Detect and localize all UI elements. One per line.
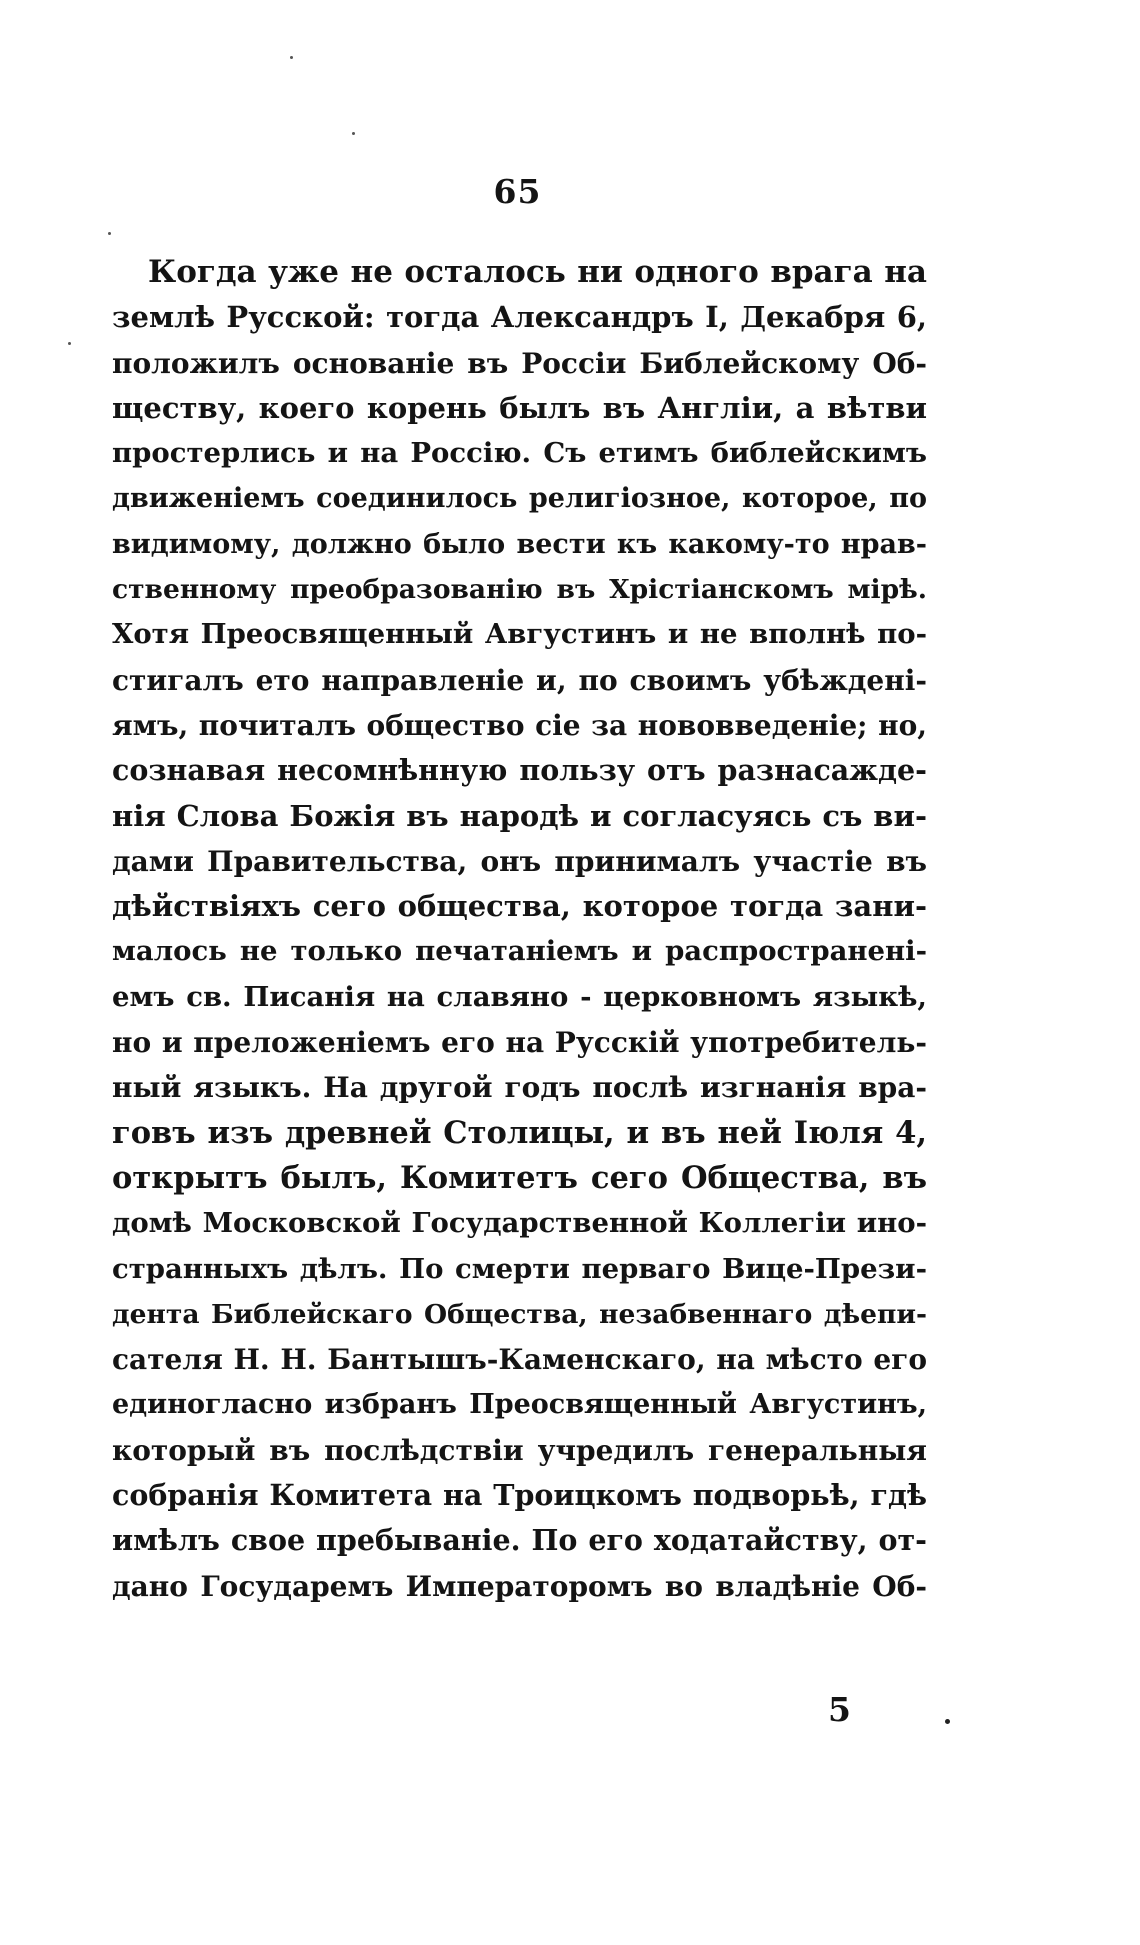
text-line: нія Слова Божія въ народѣ и согласуясь съ ви- [112,798,927,833]
text-line: Хотя Преосвященный Августинъ и не вполнѣ по- [112,618,927,651]
body-text [112,250,927,1609]
paper-speck [290,56,293,59]
text-line: сознавая несомнѣнную пользу отъ разнасажде- [112,753,927,788]
text-line: движеніемъ соединилось религіозное, которое, по [112,483,927,515]
text-line: землѣ Русской: тогда Александръ I, Декабря 6, [112,300,927,335]
text-line: открытъ былъ, Комитетъ сего Общества, въ [112,1159,927,1196]
text-line: имѣлъ свое пребываніе. По его ходатайству, от- [112,1523,927,1558]
text-line: ямъ, почиталъ общество сіе за нововведеніе; но, [112,708,927,742]
text-line: ный языкъ. На другой годъ послѣ изгнанія вра- [112,1071,927,1105]
text-line: сателя Н. Н. Бантышъ-Каменскаго, на мѣсто его [112,1343,927,1377]
text-line: дѣйствіяхъ сего общества, которое тогда зани- [112,889,927,924]
signature-mark: 5 [828,1690,851,1729]
paper-speck [945,1719,950,1724]
text-line: стигалъ ето направленіе и, по своимъ убѣжденi- [112,663,927,697]
text-line: ственному преобразованію въ Хрістіанскомъ мірѣ. [112,574,927,606]
paper-speck [352,132,355,135]
text-line: но и преложеніемъ его на Русскій употребитель- [112,1026,927,1060]
text-line: который въ послѣдствіи учредилъ генеральныя [112,1433,927,1467]
text-line: дами Правительства, онъ принималъ участіе въ [112,844,927,878]
text-line: емъ св. Писанія на славяно - церковномъ языкѣ, [112,980,927,1013]
text-line: дано Государемъ Императоромъ во владѣніе Об- [112,1569,927,1603]
text-line: положилъ основаніе въ Россіи Библейскому Об- [112,346,927,380]
text-line: говъ изъ древней Столицы, и въ ней Іюля 4, [112,1114,927,1151]
text-line: Когда уже не осталось ни одного врага на [148,254,927,290]
text-line: дента Библейскаго Общества, незабвеннаго дѣепи- [112,1298,927,1330]
text-line: странныхъ дѣлъ. По смерти перваго Вице-Прези- [112,1252,927,1285]
text-line: домѣ Московской Государственной Коллегіи ино- [112,1207,927,1240]
paper-speck [108,232,111,235]
text-line: единогласно избранъ Преосвященный Августинъ, [112,1389,927,1421]
text-line: ществу, коего корень былъ въ Англіи, а вѣтви [112,390,927,425]
text-line: видимому, должно было вести къ какому-то нрав- [112,528,927,560]
text-line: простерлись и на Россію. Съ етимъ библейскимъ [112,437,927,470]
page-number: 65 [493,172,542,211]
paper-speck [68,342,71,345]
text-line: собранія Комитета на Троицкомъ подворьѣ, гдѣ [112,1478,927,1513]
text-line: малось не только печатаніемъ и распространені- [112,935,927,968]
